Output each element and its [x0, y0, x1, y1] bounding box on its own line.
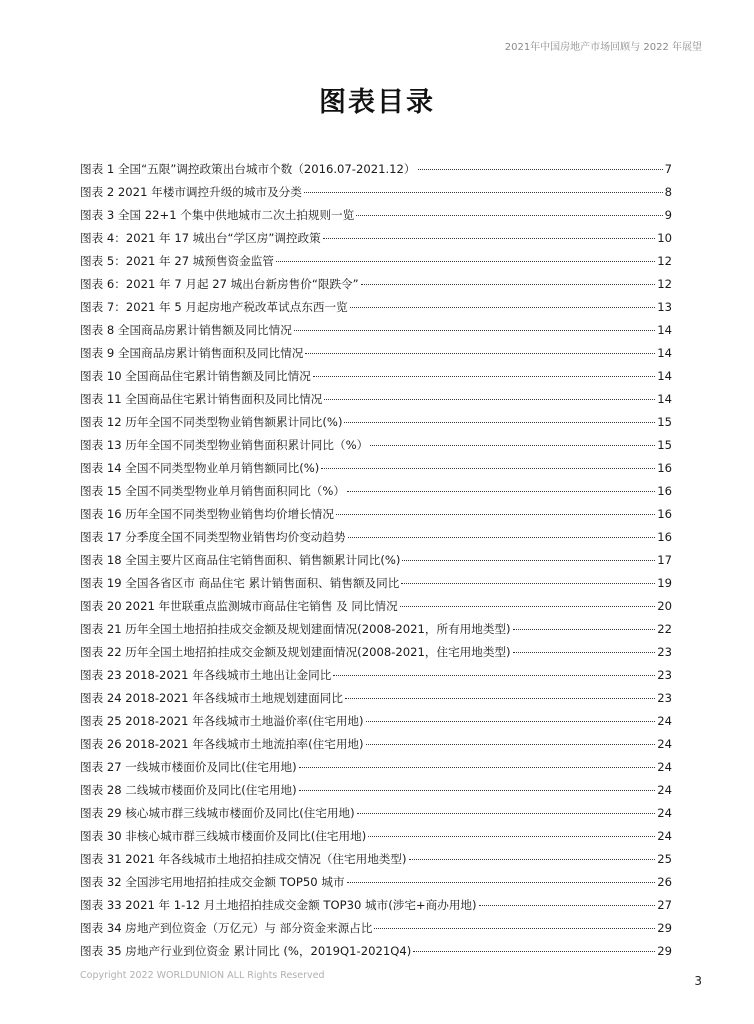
- dot-leader: [299, 767, 656, 768]
- dot-leader: [413, 951, 655, 952]
- toc-entry[interactable]: [80, 161, 672, 184]
- toc-entry-label: 图表 3 全国 22+1 个集中供地城市二次土拍规则一览: [80, 208, 355, 222]
- dot-leader: [313, 376, 655, 377]
- toc-entry-page: 15: [657, 438, 672, 452]
- toc-entry[interactable]: [80, 667, 672, 690]
- toc-entry-label: 图表 1 全国“五限”调控政策出台城市个数（2016.07-2021.12）: [80, 162, 416, 176]
- toc-entry-label: 图表 9 全国商品房累计销售面积及同比情况: [80, 346, 304, 360]
- dot-leader: [479, 905, 656, 906]
- dot-leader: [374, 928, 655, 929]
- dot-leader: [513, 629, 656, 630]
- toc-entry[interactable]: [80, 552, 672, 575]
- toc-entry-label: 图表 33 2021 年 1-12 月土地招拍挂成交金额 TOP30 城市(涉宅+商办用地): [80, 898, 477, 912]
- toc-entry-label: 图表 12 历年全国不同类型物业销售额累计同比(%): [80, 415, 343, 429]
- toc-entry-page: 16: [657, 530, 672, 544]
- toc-entry-page: 23: [657, 691, 672, 705]
- toc-entry-page: 16: [657, 507, 672, 521]
- toc-entry[interactable]: [80, 851, 672, 874]
- dot-leader: [350, 307, 656, 308]
- page-number: 3: [694, 974, 702, 988]
- dot-leader: [418, 169, 663, 170]
- table-of-figures: [80, 161, 672, 966]
- toc-entry-page: 9: [664, 208, 672, 222]
- toc-entry-label: 图表 29 核心城市群三线城市楼面价及同比(住宅用地): [80, 806, 355, 820]
- dot-leader: [304, 192, 663, 193]
- toc-entry[interactable]: [80, 345, 672, 368]
- toc-entry[interactable]: [80, 506, 672, 529]
- toc-entry-page: 12: [657, 277, 672, 291]
- toc-entry-page: 23: [657, 645, 672, 659]
- toc-entry[interactable]: [80, 230, 672, 253]
- toc-entry-label: 图表 30 非核心城市群三线城市楼面价及同比(住宅用地): [80, 829, 367, 843]
- toc-entry-label: 图表 14 全国不同类型物业单月销售额同比(%): [80, 461, 320, 475]
- toc-entry[interactable]: [80, 368, 672, 391]
- toc-entry-label: 图表 32 全国涉宅用地招拍挂成交金额 TOP50 城市: [80, 875, 345, 889]
- toc-entry-label: 图表 28 二线城市楼面价及同比(住宅用地): [80, 783, 297, 797]
- dot-leader: [368, 836, 655, 837]
- toc-entry[interactable]: [80, 460, 672, 483]
- toc-entry[interactable]: [80, 322, 672, 345]
- toc-entry[interactable]: [80, 276, 672, 299]
- dot-leader: [294, 330, 655, 331]
- toc-entry[interactable]: [80, 805, 672, 828]
- toc-entry[interactable]: [80, 483, 672, 506]
- toc-entry[interactable]: [80, 529, 672, 552]
- toc-entry[interactable]: [80, 943, 672, 966]
- toc-entry-label: 图表 8 全国商品房累计销售额及同比情况: [80, 323, 292, 337]
- toc-entry-page: 23: [657, 668, 672, 682]
- dot-leader: [513, 652, 656, 653]
- dot-leader: [345, 698, 655, 699]
- toc-entry-page: 29: [657, 921, 672, 935]
- toc-entry-label: 图表 7：2021 年 5 月起房地产税改革试点东西一览: [80, 300, 348, 314]
- dot-leader: [370, 445, 655, 446]
- toc-entry-page: 25: [657, 852, 672, 866]
- toc-entry-page: 12: [657, 254, 672, 268]
- dot-leader: [401, 583, 655, 584]
- toc-entry[interactable]: [80, 874, 672, 897]
- toc-entry-label: 图表 2 2021 年楼市调控升级的城市及分类: [80, 185, 302, 199]
- toc-entry[interactable]: [80, 713, 672, 736]
- toc-entry-page: 16: [657, 461, 672, 475]
- toc-entry[interactable]: [80, 644, 672, 667]
- toc-entry-label: 图表 35 房地产行业到位资金 累计同比 (%，2019Q1-2021Q4): [80, 944, 412, 958]
- toc-entry[interactable]: [80, 598, 672, 621]
- dot-leader: [324, 399, 655, 400]
- toc-entry-label: 图表 27 一线城市楼面价及同比(住宅用地): [80, 760, 297, 774]
- toc-entry[interactable]: [80, 920, 672, 943]
- toc-entry[interactable]: [80, 736, 672, 759]
- dot-leader: [366, 744, 656, 745]
- toc-entry-page: 8: [664, 185, 672, 199]
- dot-leader: [356, 215, 662, 216]
- dot-leader: [347, 882, 656, 883]
- toc-entry[interactable]: [80, 828, 672, 851]
- toc-entry-page: 13: [657, 300, 672, 314]
- dot-leader: [323, 238, 656, 239]
- toc-entry-label: 图表 26 2018-2021 年各线城市土地流拍率(住宅用地): [80, 737, 364, 751]
- toc-entry-label: 图表 15 全国不同类型物业单月销售面积同比（%）: [80, 484, 346, 498]
- toc-entry-page: 10: [657, 231, 672, 245]
- toc-entry[interactable]: [80, 782, 672, 805]
- toc-entry-label: 图表 21 历年全国土地招拍挂成交金额及规划建面情况(2008-2021，所有用地类型): [80, 622, 511, 636]
- toc-entry-label: 图表 31 2021 年各线城市土地招拍挂成交情况（住宅用地类型): [80, 852, 407, 866]
- dot-leader: [357, 813, 656, 814]
- dot-leader: [305, 353, 655, 354]
- toc-entry-label: 图表 6：2021 年 7 月起 27 城出台新房售价“限跌令”: [80, 277, 359, 291]
- toc-entry-page: 19: [657, 576, 672, 590]
- toc-entry-label: 图表 4：2021 年 17 城出台“学区房”调控政策: [80, 231, 321, 245]
- copyright-notice: Copyright 2022 WORLDUNION ALL Rights Reserved: [80, 970, 325, 981]
- dot-leader: [321, 468, 655, 469]
- toc-entry-page: 29: [657, 944, 672, 958]
- page-title: 图表目录: [319, 87, 435, 118]
- dot-leader: [344, 422, 655, 423]
- toc-entry-page: 14: [657, 392, 672, 406]
- toc-entry-label: 图表 16 历年全国不同类型物业销售均价增长情况: [80, 507, 334, 521]
- toc-entry-page: 26: [657, 875, 672, 889]
- toc-entry[interactable]: [80, 897, 672, 920]
- toc-entry-page: 24: [657, 760, 672, 774]
- toc-entry-page: 20: [657, 599, 672, 613]
- dot-leader: [361, 284, 656, 285]
- running-header: 2021年中国房地产市场回顾与 2022 年展望: [504, 42, 702, 53]
- toc-entry-label: 图表 24 2018-2021 年各线城市土地规划建面同比: [80, 691, 343, 705]
- toc-entry[interactable]: [80, 437, 672, 460]
- toc-entry-page: 14: [657, 369, 672, 383]
- toc-entry[interactable]: [80, 391, 672, 414]
- toc-entry[interactable]: [80, 690, 672, 713]
- dot-leader: [400, 606, 655, 607]
- toc-entry-label: 图表 11 全国商品住宅累计销售面积及同比情况: [80, 392, 323, 406]
- dot-leader: [347, 491, 655, 492]
- toc-entry-page: 15: [657, 415, 672, 429]
- dot-leader: [336, 514, 655, 515]
- toc-entry-page: 24: [657, 806, 672, 820]
- toc-entry[interactable]: [80, 184, 672, 207]
- toc-entry-label: 图表 17 分季度全国不同类型物业销售均价变动趋势: [80, 530, 346, 544]
- toc-entry-label: 图表 25 2018-2021 年各线城市土地溢价率(住宅用地): [80, 714, 364, 728]
- toc-entry-page: 24: [657, 829, 672, 843]
- dot-leader: [402, 560, 655, 561]
- toc-entry-page: 14: [657, 346, 672, 360]
- toc-entry-label: 图表 22 历年全国土地招拍挂成交金额及规划建面情况(2008-2021，住宅用地类型): [80, 645, 511, 659]
- toc-entry[interactable]: [80, 759, 672, 782]
- toc-entry-page: 16: [657, 484, 672, 498]
- toc-entry-label: 图表 5：2021 年 27 城预售资金监管: [80, 254, 274, 268]
- toc-entry-label: 图表 23 2018-2021 年各线城市土地出让金同比: [80, 668, 332, 682]
- dot-leader: [366, 721, 656, 722]
- toc-entry-page: 24: [657, 783, 672, 797]
- toc-entry-page: 17: [657, 553, 672, 567]
- toc-entry-label: 图表 34 房地产到位资金（万亿元）与 部分资金来源占比: [80, 921, 373, 935]
- dot-leader: [299, 790, 656, 791]
- toc-entry[interactable]: [80, 575, 672, 598]
- toc-entry[interactable]: [80, 414, 672, 437]
- dot-leader: [348, 537, 656, 538]
- toc-entry-label: 图表 10 全国商品住宅累计销售额及同比情况: [80, 369, 311, 383]
- toc-entry-page: 24: [657, 714, 672, 728]
- dot-leader: [276, 261, 655, 262]
- toc-entry-page: 22: [657, 622, 672, 636]
- toc-entry-page: 27: [657, 898, 672, 912]
- toc-entry[interactable]: [80, 299, 672, 322]
- toc-entry-label: 图表 20 2021 年世联重点监测城市商品住宅销售 及 同比情况: [80, 599, 398, 613]
- toc-entry[interactable]: [80, 253, 672, 276]
- toc-entry-page: 14: [657, 323, 672, 337]
- toc-entry[interactable]: [80, 621, 672, 644]
- dot-leader: [409, 859, 656, 860]
- toc-entry-label: 图表 18 全国主要片区商品住宅销售面积、销售额累计同比(%): [80, 553, 401, 567]
- toc-entry-page: 7: [664, 162, 672, 176]
- toc-entry-label: 图表 19 全国各省区市 商品住宅 累计销售面积、销售额及同比: [80, 576, 400, 590]
- toc-entry-label: 图表 13 历年全国不同类型物业销售面积累计同比（%）: [80, 438, 369, 452]
- dot-leader: [333, 675, 655, 676]
- toc-entry-page: 24: [657, 737, 672, 751]
- toc-entry[interactable]: [80, 207, 672, 230]
